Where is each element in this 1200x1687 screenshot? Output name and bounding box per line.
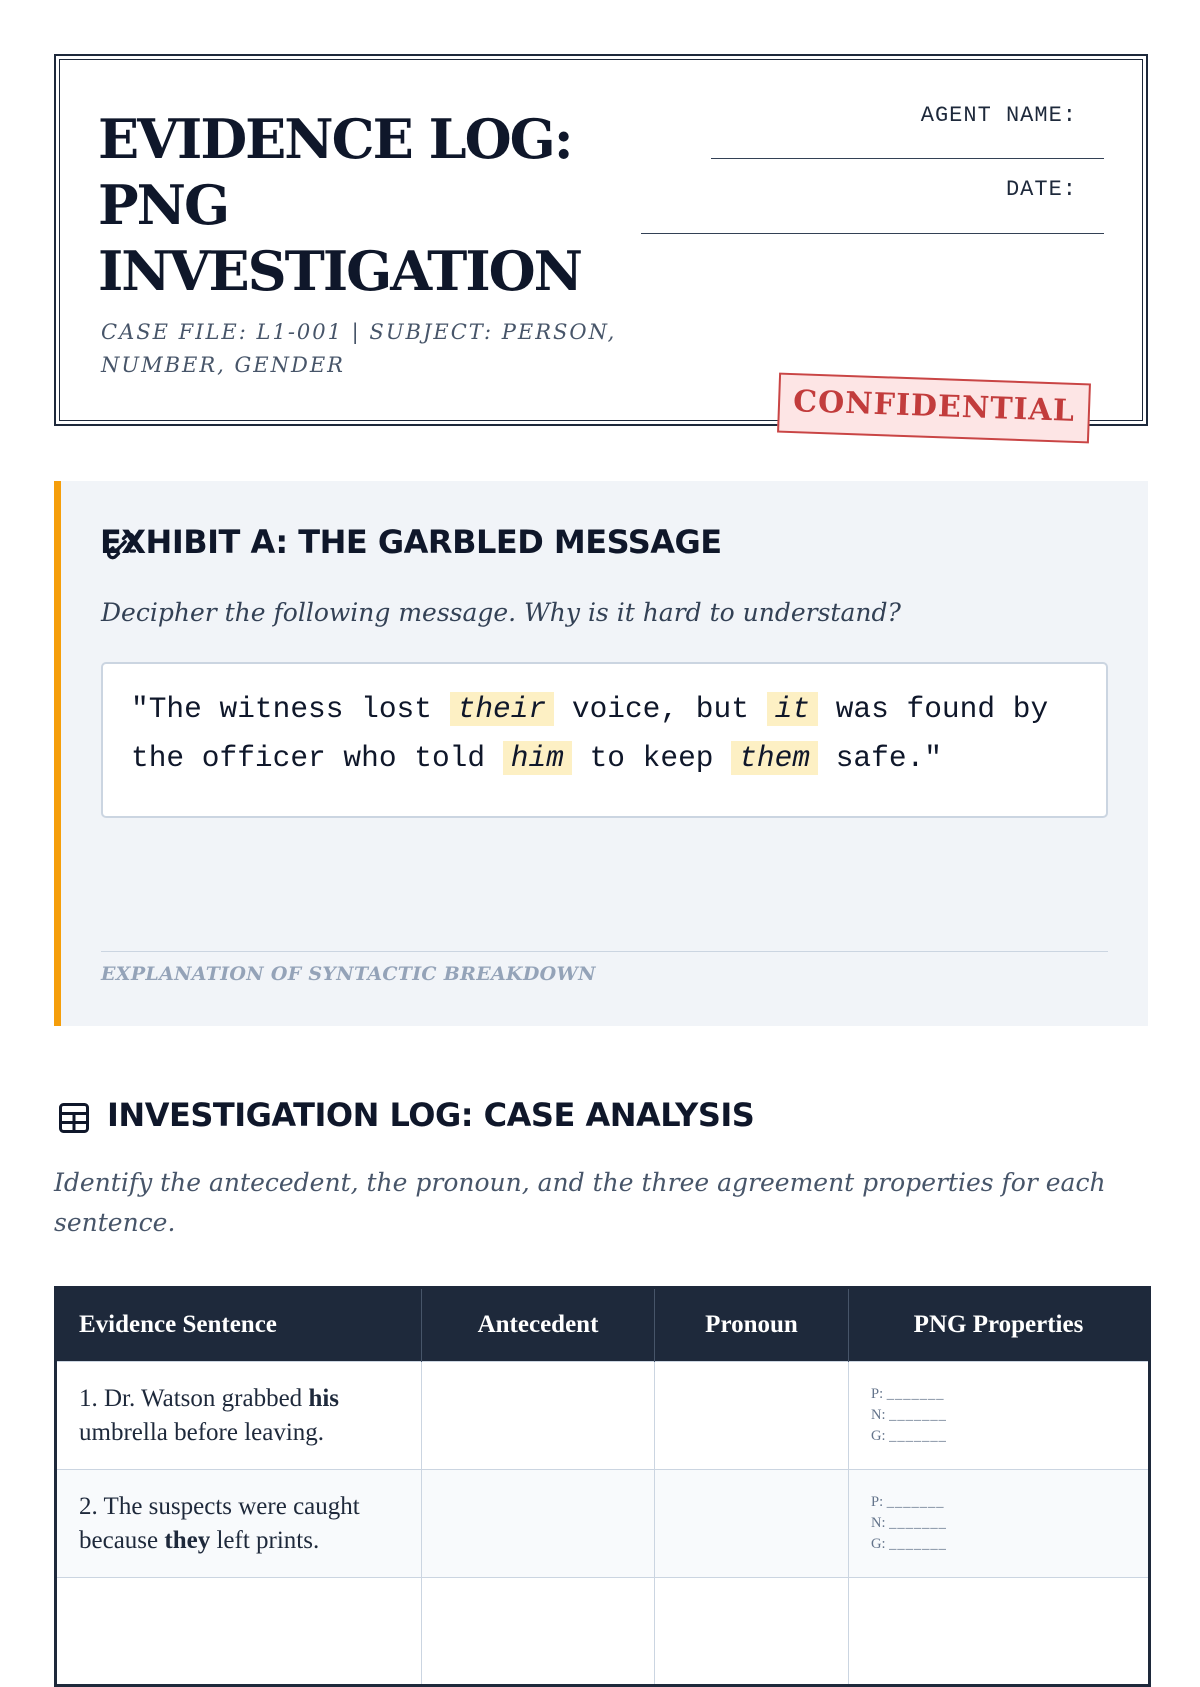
highlighted-pronoun: it (767, 692, 818, 726)
sentence-pronoun: his (308, 1384, 340, 1412)
title-line-1: EVIDENCE LOG: (98, 107, 572, 171)
png-properties-blanks (850, 1492, 1147, 1555)
png-properties-cell[interactable] (849, 1362, 1150, 1470)
explanation-label: EXPLANATION OF SYNTACTIC BREAKDOWN (101, 963, 596, 985)
table-row (56, 1578, 1150, 1686)
sentence-text: 2. The suspects were caught because (79, 1492, 360, 1554)
message-text: safe." (818, 741, 942, 775)
number-label: N: (871, 1515, 886, 1531)
pronoun-answer-cell[interactable] (655, 1470, 849, 1578)
antecedent-answer-cell[interactable] (422, 1362, 655, 1470)
blank-line: _______ (889, 1515, 947, 1531)
number-blank (871, 1405, 1147, 1426)
gender-label: G: (871, 1428, 886, 1444)
blank-line: _______ (889, 1407, 947, 1423)
highlighted-pronoun: them (731, 741, 818, 775)
evidence-sentence-cell (56, 1578, 422, 1686)
highlighted-pronoun: him (503, 741, 572, 775)
title-line-3: INVESTIGATION (98, 239, 582, 303)
antecedent-answer-cell[interactable] (422, 1578, 655, 1686)
sentence-text: left prints. (210, 1526, 320, 1554)
exhibit-accent-bar (54, 481, 61, 1026)
column-header-evidence-sentence: Evidence Sentence (56, 1288, 422, 1362)
message-text: voice, but (554, 692, 767, 726)
evidence-sentence-cell (56, 1470, 422, 1578)
person-label: P: (871, 1386, 884, 1402)
table-icon (56, 1100, 92, 1136)
exhibit-heading: EXHIBIT A: THE GARBLED MESSAGE (100, 523, 722, 561)
blank-line: _______ (886, 1494, 945, 1510)
confidential-stamp: CONFIDENTIAL (777, 373, 1091, 444)
number-blank (871, 1513, 1147, 1534)
blank-line: _______ (889, 1428, 947, 1444)
message-text: "The witness lost (131, 692, 450, 726)
message-text: to keep (571, 741, 732, 775)
gender-label: G: (871, 1536, 886, 1552)
person-label: P: (871, 1494, 884, 1510)
pronoun-answer-cell[interactable] (655, 1578, 849, 1686)
blank-line: _______ (889, 1536, 947, 1552)
investigation-log-heading: INVESTIGATION LOG: CASE ANALYSIS (107, 1096, 755, 1134)
gender-blank (871, 1534, 1147, 1555)
blank-line: _______ (886, 1386, 945, 1402)
agent-name-label: AGENT NAME: (920, 103, 1077, 128)
antecedent-answer-cell[interactable] (422, 1470, 655, 1578)
explanation-divider (101, 951, 1108, 952)
page-title (98, 106, 658, 304)
column-header-png-properties: PNG Properties (849, 1288, 1150, 1362)
table-row (56, 1362, 1150, 1470)
investigation-log-intro: Identify the antecedent, the pronoun, and the three agreement properties for each sentence. (54, 1168, 1106, 1237)
message-text: was found by the officer who told (131, 692, 1049, 775)
garbled-message-box (101, 662, 1108, 818)
png-properties-cell[interactable] (849, 1578, 1150, 1686)
evidence-sentence-cell (56, 1362, 422, 1470)
exhibit-prompt: Decipher the following message. Why is it hard to understand? (101, 598, 901, 627)
pronoun-answer-cell[interactable] (655, 1362, 849, 1470)
number-label: N: (871, 1407, 886, 1423)
title-line-2: PNG (98, 173, 229, 237)
sentence-pronoun: they (164, 1526, 211, 1554)
date-field[interactable] (641, 233, 1104, 234)
evidence-sentence (58, 1490, 420, 1558)
date-label: DATE: (1005, 177, 1077, 202)
highlighted-pronoun: their (450, 692, 555, 726)
gender-blank (871, 1426, 1147, 1447)
table-header-row (56, 1288, 1150, 1362)
column-header-pronoun: Pronoun (655, 1288, 849, 1362)
person-blank (871, 1384, 1147, 1405)
case-analysis-table (54, 1286, 1151, 1687)
table-row (56, 1470, 1150, 1578)
png-properties-blanks (850, 1384, 1147, 1447)
evidence-sentence (58, 1382, 420, 1450)
case-file-subtitle: CASE FILE: L1-001 | SUBJECT: PERSON, NUMBER, GENDER (101, 320, 617, 377)
column-header-antecedent: Antecedent (422, 1288, 655, 1362)
person-blank (871, 1492, 1147, 1513)
sentence-text: umbrella before leaving. (79, 1418, 325, 1446)
png-properties-cell[interactable] (849, 1470, 1150, 1578)
agent-name-field[interactable] (711, 158, 1104, 159)
sentence-text: 1. Dr. Watson grabbed (79, 1384, 309, 1412)
